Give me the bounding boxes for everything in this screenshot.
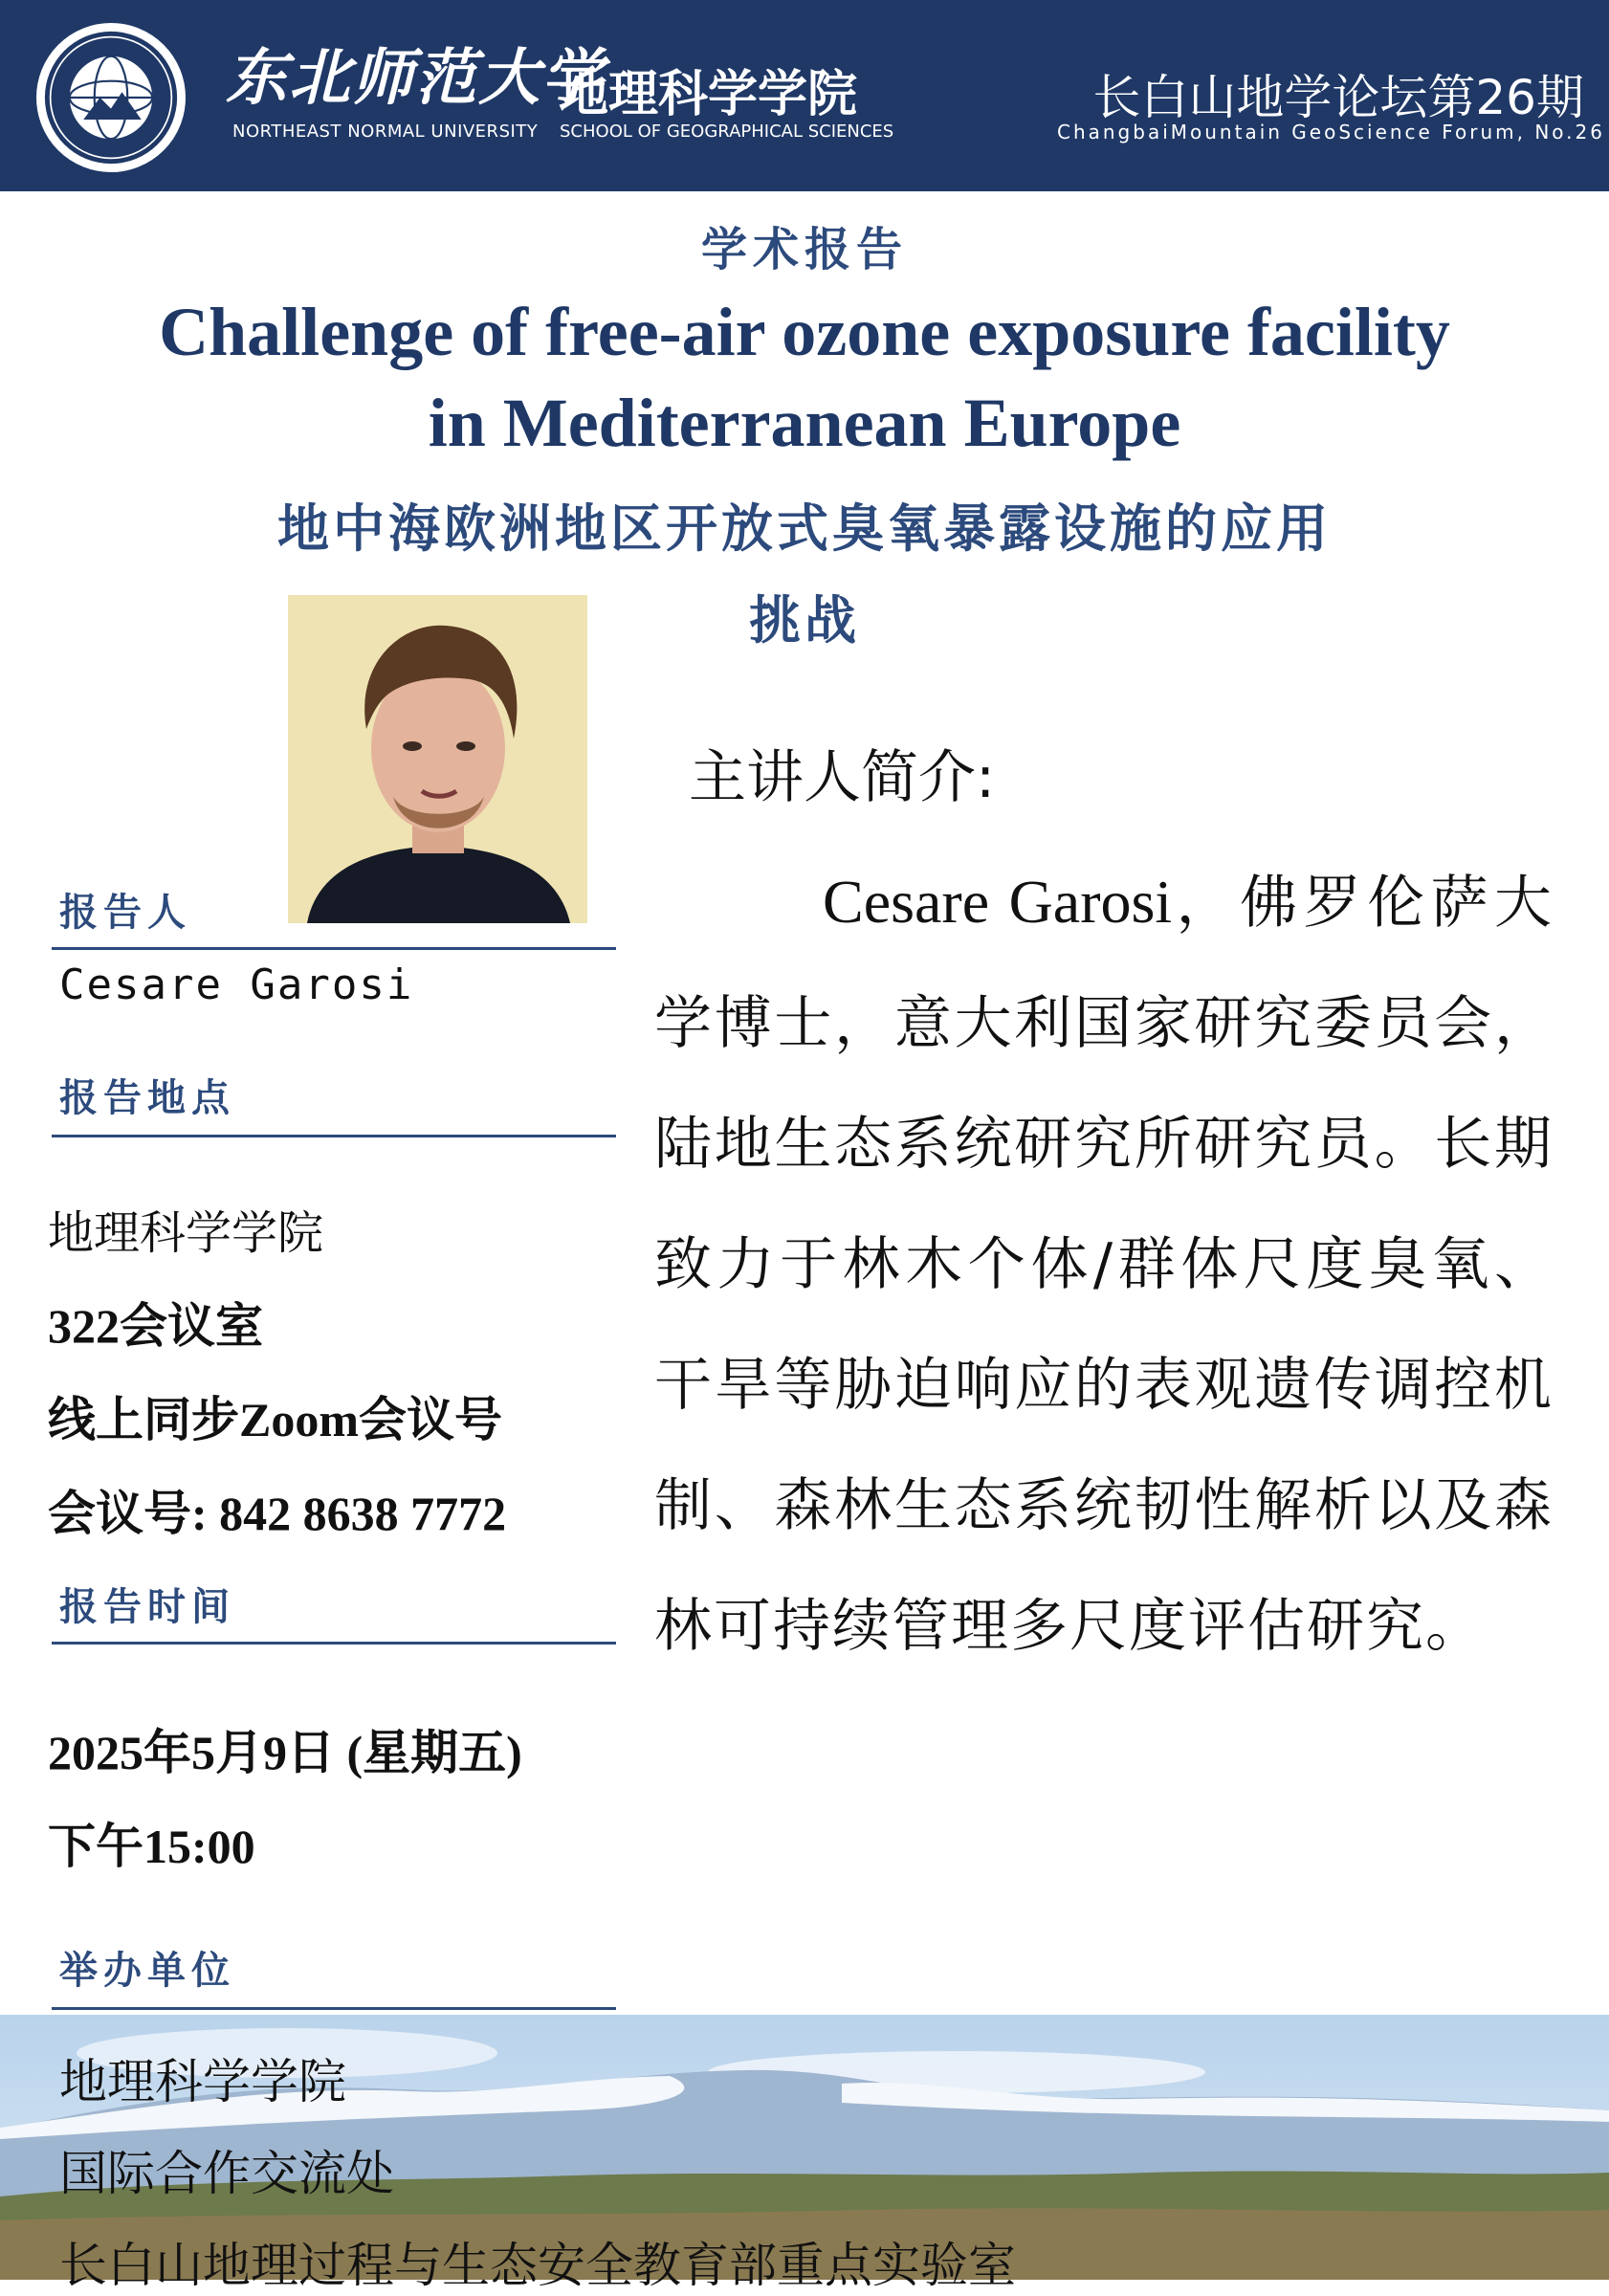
speaker-photo bbox=[288, 595, 587, 923]
organizer-item-2: 国际合作交流处 bbox=[59, 2146, 394, 2201]
bio-text: ，佛罗伦萨大学博士，意大利国家研究委员会，陆地生态系统研究所研究员。长期致力于林木个体/群体尺度臭氧、干旱等胁迫响应的表观遗传调控机制、森林生态系统韧性解析以及森林可持续管理多尺度评估研究。 bbox=[654, 870, 1554, 1660]
location-label: 报告地点 bbox=[59, 1076, 235, 1120]
divider bbox=[52, 1642, 616, 1645]
zoom-meeting-id: 会议号: 842 8638 7772 bbox=[48, 1487, 507, 1540]
header-banner bbox=[0, 0, 1609, 191]
divider bbox=[52, 2007, 616, 2010]
forum-title-en: ChangbaiMountain GeoScience Forum, No.26 bbox=[1056, 121, 1605, 144]
university-seal-logo bbox=[36, 23, 186, 172]
organizer-item-3: 长白山地理过程与生态安全教育部重点实验室 bbox=[59, 2238, 1016, 2293]
report-hour: 下午15:00 bbox=[48, 1820, 255, 1873]
bio-paragraph bbox=[654, 842, 1554, 1687]
location-line-2: 322会议室 bbox=[48, 1299, 263, 1353]
location-line-3: 线上同步Zoom会议号 bbox=[48, 1393, 502, 1446]
divider bbox=[52, 947, 616, 950]
bio-speaker-name: Cesare Garosi bbox=[823, 868, 1173, 936]
report-title-en bbox=[38, 287, 1571, 469]
organizer-item-1: 地理科学学院 bbox=[59, 2054, 346, 2109]
time-label: 报告时间 bbox=[59, 1585, 235, 1629]
bio-title: 主讲人简介: bbox=[689, 744, 996, 811]
report-kicker: 学术报告 bbox=[700, 223, 908, 276]
forum-title-cn: 长白山地学论坛第26期 bbox=[1092, 70, 1584, 125]
report-title-en-line2: in Mediterranean Europe bbox=[428, 385, 1181, 461]
location-line-1: 地理科学学院 bbox=[48, 1206, 324, 1260]
divider bbox=[52, 1135, 616, 1137]
school-name-cn: 地理科学学院 bbox=[559, 66, 858, 123]
report-title-cn-line1: 地中海欧洲地区开放式臭氧暴露设施的应用 bbox=[277, 498, 1332, 559]
school-name-en: SCHOOL OF GEOGRAPHICAL SCIENCES bbox=[560, 121, 894, 142]
report-date: 2025年5月9日 (星期五) bbox=[48, 1726, 522, 1779]
university-name-en: NORTHEAST NORMAL UNIVERSITY bbox=[232, 121, 539, 142]
report-title-en-line1: Challenge of free-air ozone exposure facility bbox=[159, 294, 1450, 370]
speaker-label: 报告人 bbox=[59, 891, 191, 935]
speaker-name: Cesare Garosi bbox=[59, 960, 414, 1009]
organizers-label: 举办单位 bbox=[59, 1949, 235, 1993]
report-title-cn bbox=[57, 483, 1552, 667]
university-name-cn: 东北师范大学 bbox=[226, 42, 605, 114]
report-title-cn-line2: 挑战 bbox=[749, 590, 860, 651]
